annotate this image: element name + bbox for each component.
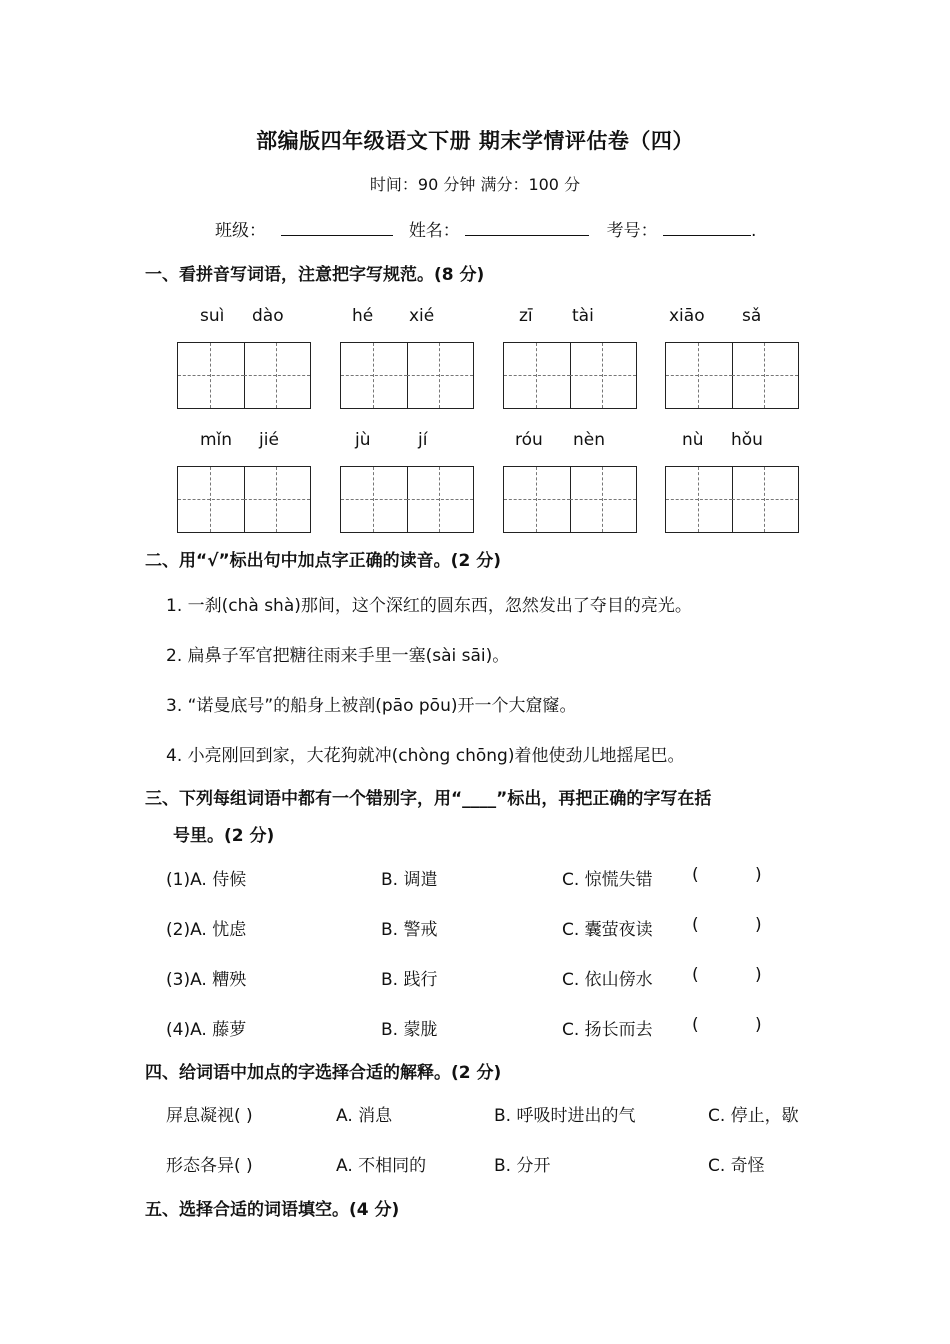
option-a: A. 消息: [336, 1106, 393, 1126]
answer-paren-close: ): [755, 865, 762, 885]
question-item: 3. “诺曼底号”的船身上被剖(pāo pōu)开一个大窟窿。: [166, 696, 577, 716]
exam-info: 时间：90 分钟 满分：100 分: [369, 175, 581, 194]
answer-paren-open: (: [692, 865, 699, 885]
class-label: 班级：: [215, 221, 266, 241]
word-item: 屏息凝视( ): [166, 1106, 253, 1126]
number-label: 考号：: [606, 221, 658, 241]
option-a: (4)A. 藤萝: [166, 1020, 247, 1040]
pinyin: nù: [682, 430, 704, 450]
section5-heading: 五、选择合适的词语填空。(4 分): [145, 1200, 400, 1220]
section3-heading: 三、下列每组词语中都有一个错别字，用“____”标出，再把正确的字写在括: [145, 789, 712, 809]
pinyin: dào: [252, 306, 284, 326]
option-c: C. 惊慌失错: [562, 870, 653, 890]
option-b: B. 蒙胧: [381, 1020, 438, 1040]
section4-heading: 四、给词语中加点的字选择合适的解释。(2 分): [145, 1063, 502, 1083]
pinyin: jí: [418, 430, 428, 450]
writing-grid[interactable]: [665, 466, 799, 533]
option-c: C. 停止，歇: [708, 1106, 799, 1126]
question-item: 4. 小亮刚回到家，大花狗就冲(chòng chōng)着他使劲儿地摇尾巴。: [166, 746, 685, 766]
option-b: B. 警戒: [381, 920, 438, 940]
page-title: 部编版四年级语文下册 期末学情评估卷（四）: [256, 129, 694, 153]
option-a: (3)A. 糟殃: [166, 970, 247, 990]
number-blank[interactable]: [663, 217, 751, 236]
writing-grid[interactable]: [503, 342, 637, 409]
option-c: C. 奇怪: [708, 1156, 765, 1176]
answer-paren-open: (: [692, 965, 699, 985]
class-blank[interactable]: [281, 217, 393, 236]
writing-grid[interactable]: [503, 466, 637, 533]
question-item: 2. 扁鼻子军官把糖往雨来手里一塞(sài sāi)。: [166, 646, 510, 666]
writing-grid[interactable]: [340, 466, 474, 533]
option-a: (1)A. 侍候: [166, 870, 247, 890]
section3-heading-cont: 号里。(2 分): [173, 826, 275, 846]
pinyin: jù: [355, 430, 371, 450]
name-label: 姓名：: [408, 221, 460, 241]
option-b: B. 分开: [494, 1156, 551, 1176]
section2-heading: 二、用“√”标出句中加点字正确的读音。(2 分): [145, 551, 501, 571]
answer-paren-close: ): [755, 915, 762, 935]
option-b: B. 践行: [381, 970, 438, 990]
section1-heading: 一、看拼音写词语，注意把字写规范。(8 分): [145, 265, 485, 285]
option-c: C. 依山傍水: [562, 970, 653, 990]
student-info-line: [215, 216, 756, 241]
pinyin: sǎ: [742, 306, 762, 326]
pinyin: tài: [572, 306, 594, 326]
option-a: (2)A. 忧虑: [166, 920, 247, 940]
writing-grid[interactable]: [177, 466, 311, 533]
pinyin: hé: [352, 306, 374, 326]
pinyin: xiāo: [669, 306, 705, 326]
word-item: 形态各异( ): [166, 1156, 253, 1176]
writing-grid[interactable]: [340, 342, 474, 409]
pinyin: xié: [409, 306, 435, 326]
pinyin: mǐn: [200, 430, 233, 450]
option-a: A. 不相同的: [336, 1156, 427, 1176]
pinyin: róu: [515, 430, 543, 450]
writing-grid[interactable]: [665, 342, 799, 409]
writing-grid[interactable]: [177, 342, 311, 409]
answer-paren-open: (: [692, 1015, 699, 1035]
option-b: B. 呼吸时进出的气: [494, 1106, 636, 1126]
pinyin: suì: [200, 306, 225, 326]
option-c: C. 囊萤夜读: [562, 920, 653, 940]
answer-paren-open: (: [692, 915, 699, 935]
pinyin: hǒu: [731, 430, 763, 450]
option-c: C. 扬长而去: [562, 1020, 653, 1040]
pinyin: zī: [519, 306, 533, 326]
answer-paren-close: ): [755, 1015, 762, 1035]
option-b: B. 调遣: [381, 870, 438, 890]
pinyin: nèn: [573, 430, 606, 450]
question-item: 1. 一刹(chà shà)那间，这个深红的圆东西，忽然发出了夺目的亮光。: [166, 596, 692, 616]
pinyin: jié: [259, 430, 279, 450]
end-dot: .: [751, 221, 757, 241]
name-blank[interactable]: [465, 217, 589, 236]
answer-paren-close: ): [755, 965, 762, 985]
